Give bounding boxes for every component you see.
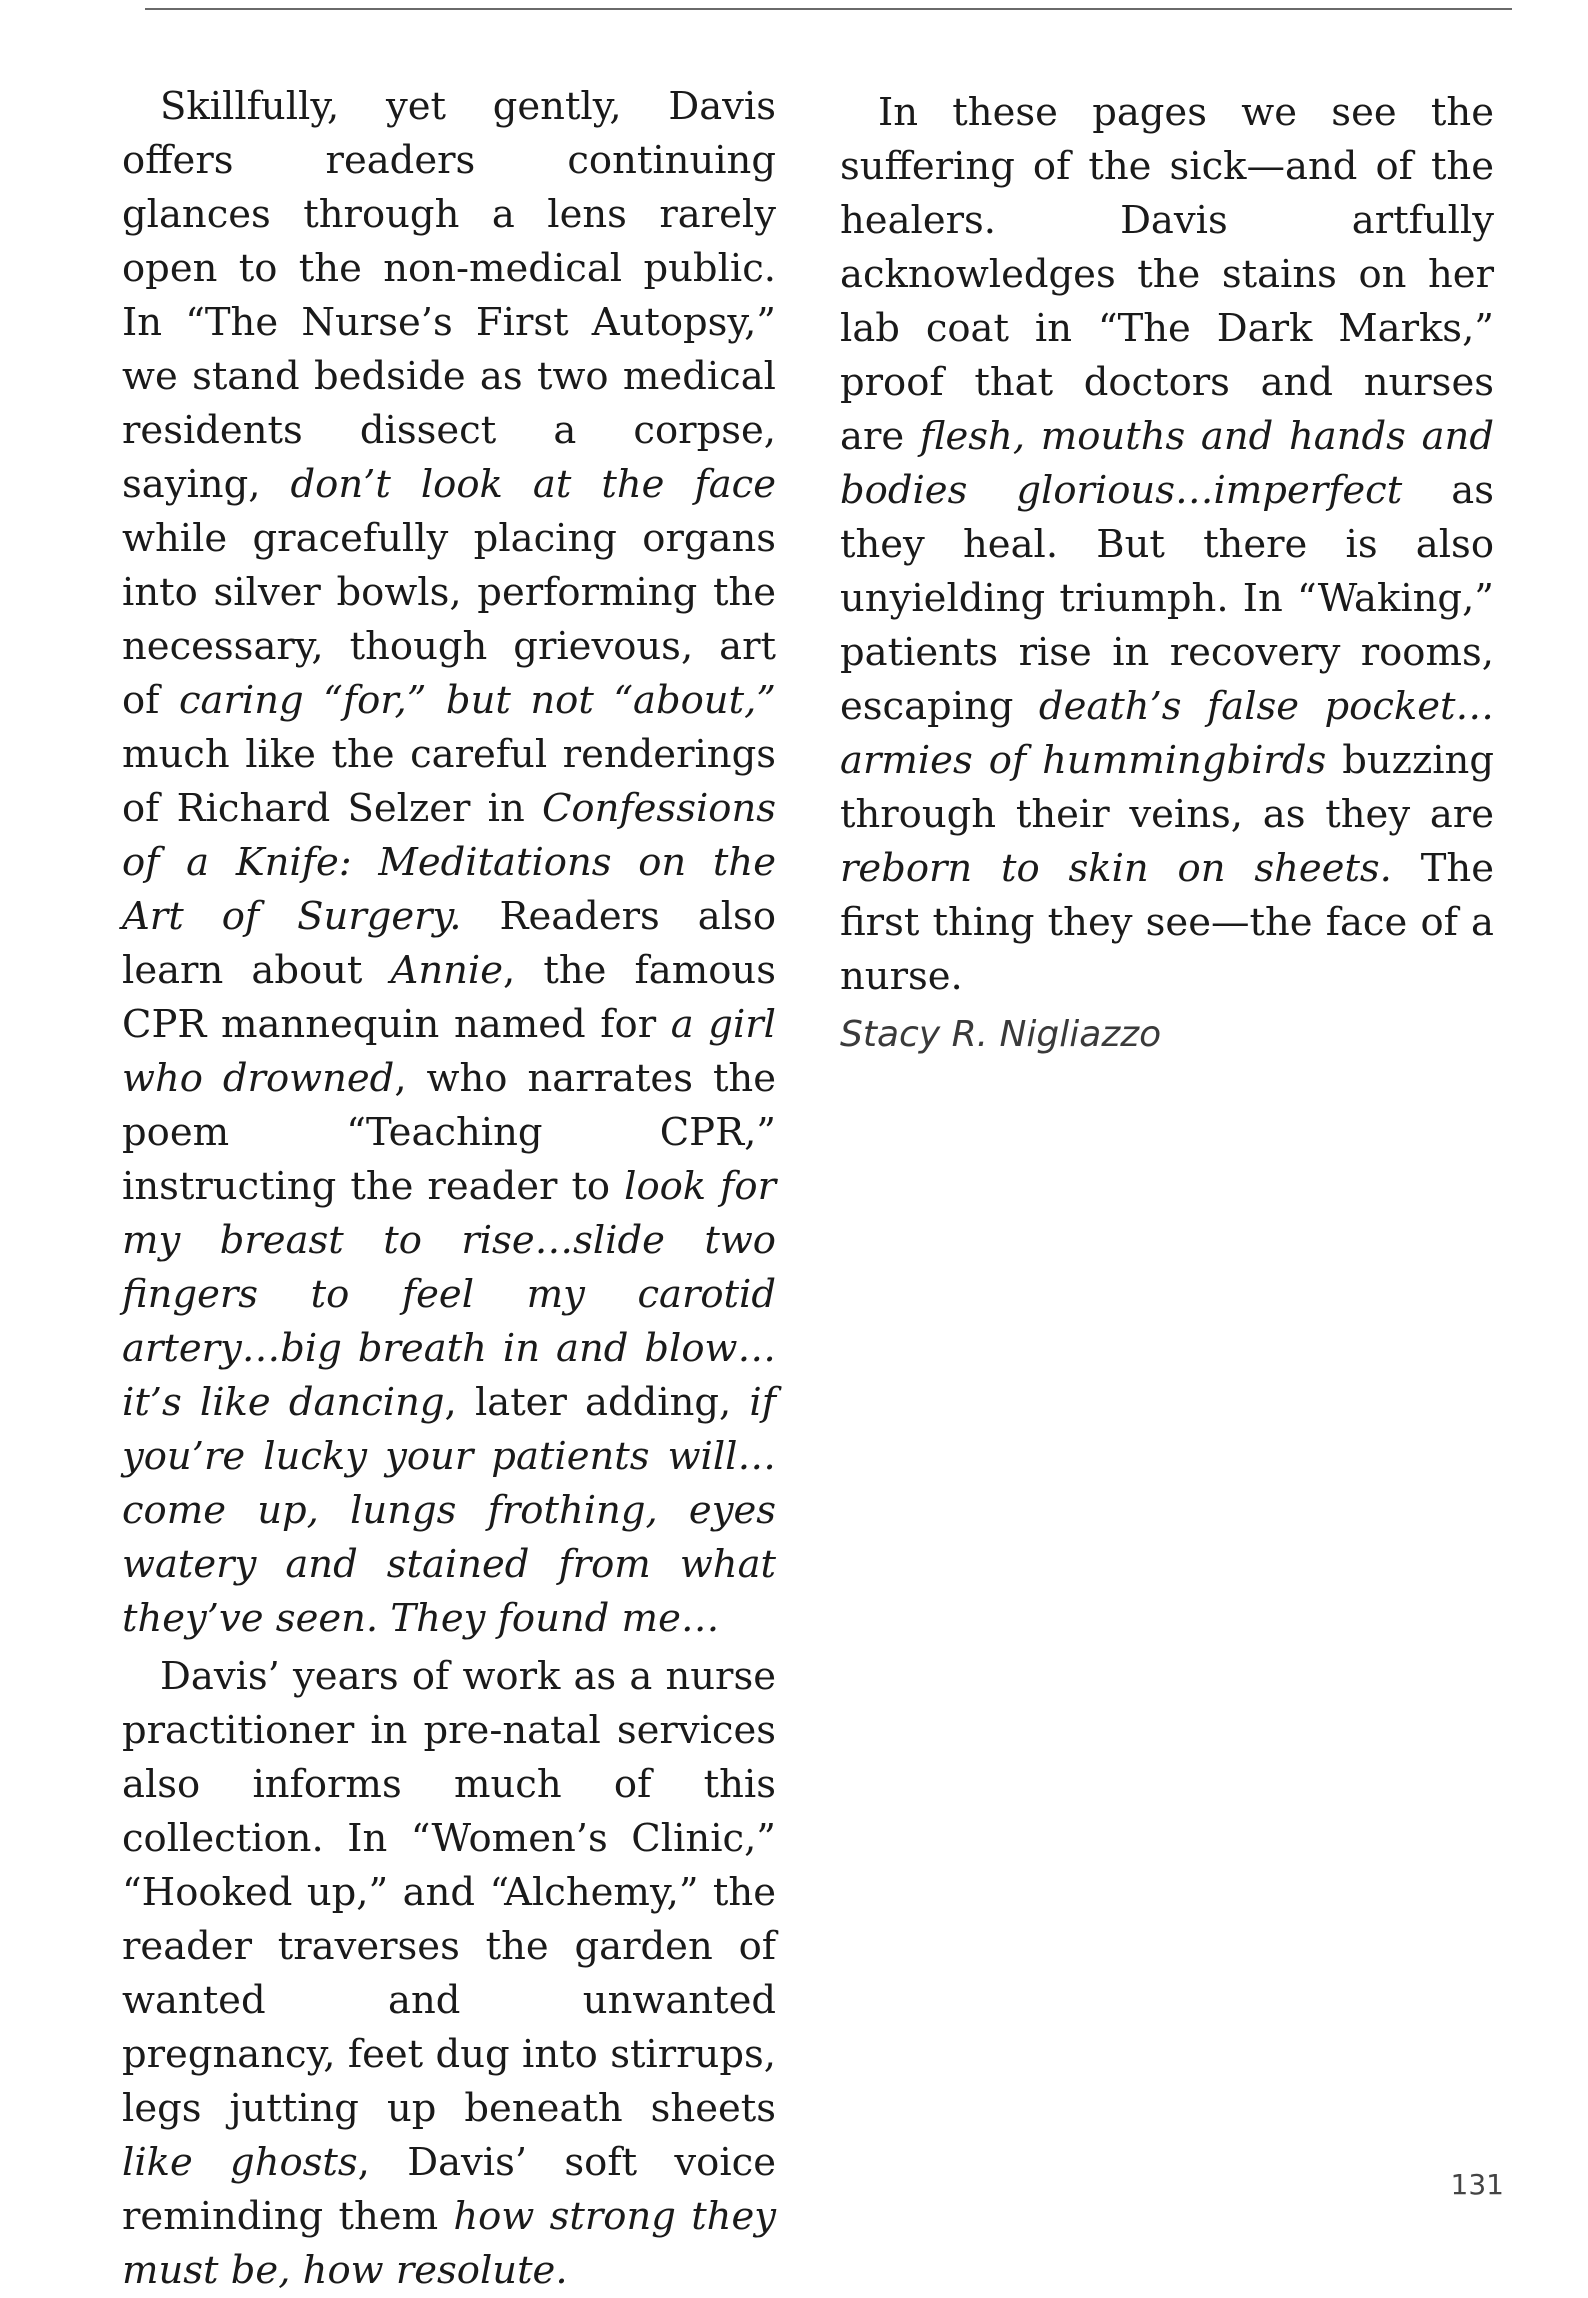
italic-run: how strong they must be, how resolute. xyxy=(122,2194,776,2293)
text-run: In these pages we see the suffering of the sick—and of the healers. Davis artfully acknowledges the stains on her lab coat in “The Dark Marks,” proof that doctors and nurses are xyxy=(840,90,1494,459)
left-column xyxy=(122,80,776,2298)
text-run: , the famous CPR mannequin named for xyxy=(122,948,776,1047)
italic-run: don’t look at the face xyxy=(290,462,776,507)
text-run: Davis’ years of work as a nurse practitioner in pre-natal services also informs much of this collection. In “Women’s Clinic,” “Hooked up,” and “Alchemy,” the reader traverses the garden of wanted and unwanted pregnancy, feet dug into stirrups, legs jutting up beneath sheets xyxy=(122,1654,776,2131)
italic-run: a girl who drowned xyxy=(122,1002,776,1101)
text-run: Readers also learn about xyxy=(122,894,776,993)
author-signature: Stacy R. Nigliazzo xyxy=(840,1014,1162,1055)
text-run: buzzing through their veins, as they are xyxy=(840,738,1494,837)
italic-run: reborn to skin on sheets. xyxy=(840,846,1392,891)
text-run: The first thing they see—the face of a nurse. xyxy=(840,846,1495,999)
italic-run: look for my breast to rise…slide two fingers to feel my carotid artery…big breath in and blow…it’s like dancing xyxy=(122,1164,776,1425)
italic-run: caring “for,” but not “about,” xyxy=(178,678,776,723)
text-run: , Davis’ soft voice reminding them xyxy=(122,2140,776,2239)
text-run: as they heal. But there is also unyielding triumph. In “Waking,” patients rise in recovery rooms, escaping xyxy=(840,468,1495,729)
text-run: while gracefully placing organs into silver bowls, performing the necessary, though grievous, art of xyxy=(122,516,776,723)
text-run: much like the careful renderings of Richard Selzer in xyxy=(122,732,776,831)
page-number: 131 xyxy=(1450,2168,1504,2201)
italic-run: if you’re lucky your patients will… come up, lungs frothing, eyes watery and stained from what they’ve seen. They found me… xyxy=(122,1380,776,1641)
left-paragraph-1 xyxy=(122,80,776,1646)
text-run: , who narrates the poem “Teaching CPR,” instructing the reader to xyxy=(122,1056,776,1209)
right-column xyxy=(840,86,1494,1062)
text-run: , later adding, xyxy=(444,1380,750,1425)
top-rule xyxy=(145,8,1512,10)
italic-run: Annie xyxy=(390,948,504,993)
text-run: Skillfully, yet gently, Davis offers readers continuing glances through a lens rarely open to the non-medical public. In “The Nurse’s First Autopsy,” we stand bedside as two medical residents dissect a corpse, saying, xyxy=(122,84,776,507)
italic-run: death’s false pocket… armies of hummingbirds xyxy=(840,684,1494,783)
italic-run: Confessions of a Knife: Meditations on the Art of Surgery. xyxy=(122,786,776,939)
italic-run: flesh, mouths and hands and bodies glorious…imperfect xyxy=(840,414,1494,513)
italic-run: like ghosts xyxy=(122,2140,358,2185)
left-paragraph-2 xyxy=(122,1650,776,2298)
right-paragraph-1 xyxy=(840,86,1494,1004)
